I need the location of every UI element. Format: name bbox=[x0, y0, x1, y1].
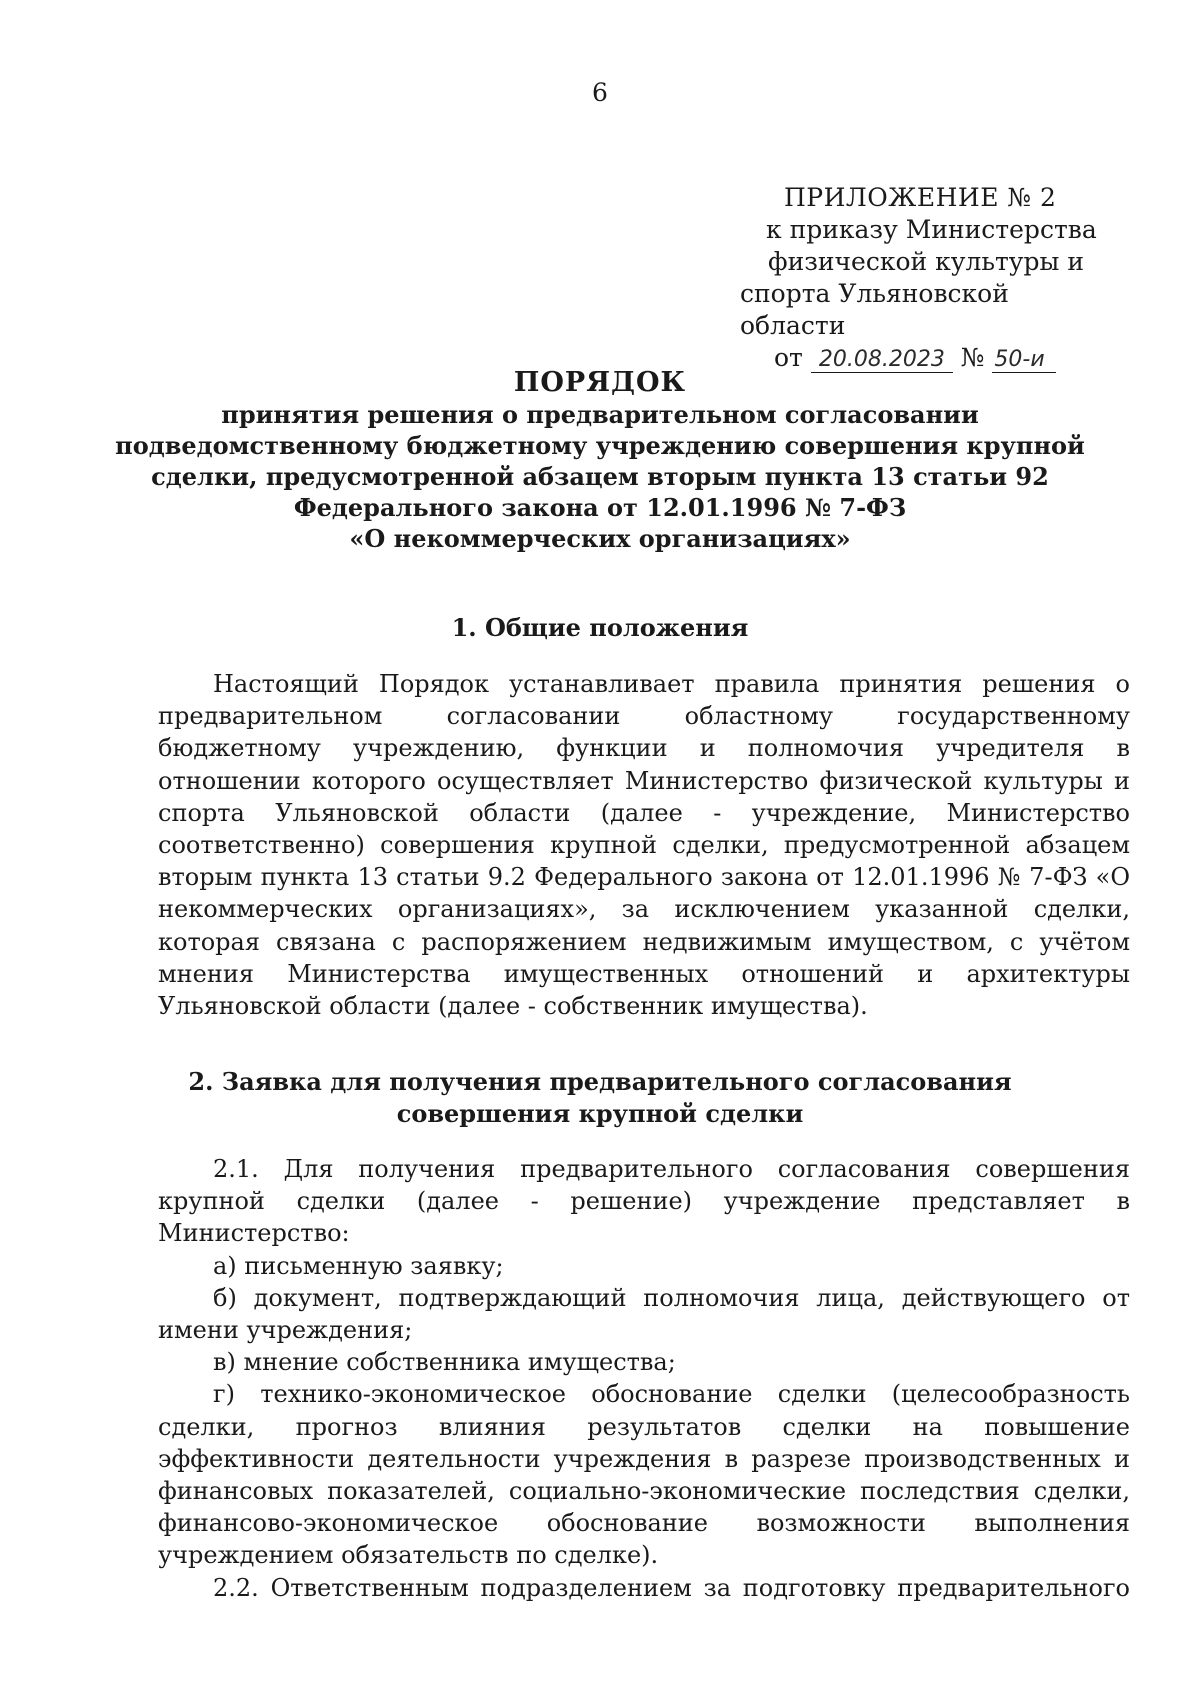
paragraph-2-1: 2.1. Для получения предварительного согласования совершения крупной сделки (далее - решение) учреждение представляет в Министерство: bbox=[158, 1155, 1130, 1248]
appendix-title: ПРИЛОЖЕНИЕ № 2 bbox=[784, 183, 1057, 212]
page-number: 6 bbox=[592, 78, 608, 107]
section-2-heading bbox=[0, 1066, 1200, 1130]
title-line-3: сделки, предусмотренной абзацем вторым пункта 13 статьи 92 bbox=[151, 462, 1049, 491]
list-item-v: в) мнение собственника имущества; bbox=[213, 1348, 676, 1377]
title-line-1: принятия решения о предварительном согласовании bbox=[221, 400, 979, 429]
date-prefix: от bbox=[774, 343, 803, 372]
appendix-header bbox=[740, 182, 1100, 374]
title-line-5: «О некоммерческих организациях» bbox=[349, 524, 851, 553]
appendix-line-2: физической культуры и bbox=[768, 247, 1085, 276]
list-item-a: а) письменную заявку; bbox=[213, 1251, 504, 1280]
title-line-4: Федерального закона от 12.01.1996 № 7-ФЗ bbox=[293, 493, 907, 522]
appendix-line-1: к приказу Министерства bbox=[766, 215, 1097, 244]
handwritten-date: 20.08.2023 bbox=[811, 348, 953, 373]
list-item-g: г) технико-экономическое обоснование сделки (целесообразность сделки, прогноз влияния результатов сделки на повышение эффективности деятельности учреждения в разрезе производственных и финансовых показателей, социально-экономические последствия сделки, финансово-экономическое обоснование возможности выполнения учреждением обязательств по сделке). bbox=[158, 1380, 1130, 1570]
title-line-2: подведомственному бюджетному учреждению совершения крупной bbox=[115, 431, 1085, 460]
list-item-b: б) документ, подтверждающий полномочия лица, действующего от имени учреждения; bbox=[158, 1283, 1130, 1345]
section-1-heading: 1. Общие положения bbox=[451, 613, 749, 642]
section-2-heading-line-2: совершения крупной сделки bbox=[396, 1099, 804, 1128]
number-sign: № bbox=[960, 343, 985, 372]
document-title bbox=[0, 367, 1200, 554]
title-main: ПОРЯДОК bbox=[513, 367, 687, 398]
section-2-heading-line-1: 2. Заявка для получения предварительного согласования bbox=[188, 1067, 1012, 1096]
paragraph-2-2: 2.2. Ответственным подразделением за подготовку предварительного bbox=[213, 1573, 1130, 1602]
handwritten-number: 50-и bbox=[992, 348, 1056, 373]
appendix-line-3: спорта Ульяновской области bbox=[740, 279, 1009, 340]
section-1-paragraph: Настоящий Порядок устанавливает правила принятия решения о предварительном согласовании областному государственному бюджетному учреждению, функции и полномочия учредителя в отношении которого осуществляет Министерство физической культуры и спорта Ульяновской области (далее - учреждение, Министерство соответственно) совершения крупной сделки, предусмотренной абзацем вторым пункта 13 статьи 9.2 Федерального закона от 12.01.1996 № 7-ФЗ «О некоммерческих организациях», за исключением указанной сделки, которая связана с распоряжением недвижимым имуществом, с учётом мнения Министерства имущественных отношений и архитектуры Ульяновской области (далее - собственник имущества). bbox=[158, 670, 1130, 1021]
section-2-body bbox=[158, 1153, 1130, 1604]
section-1-body bbox=[158, 668, 1130, 1022]
